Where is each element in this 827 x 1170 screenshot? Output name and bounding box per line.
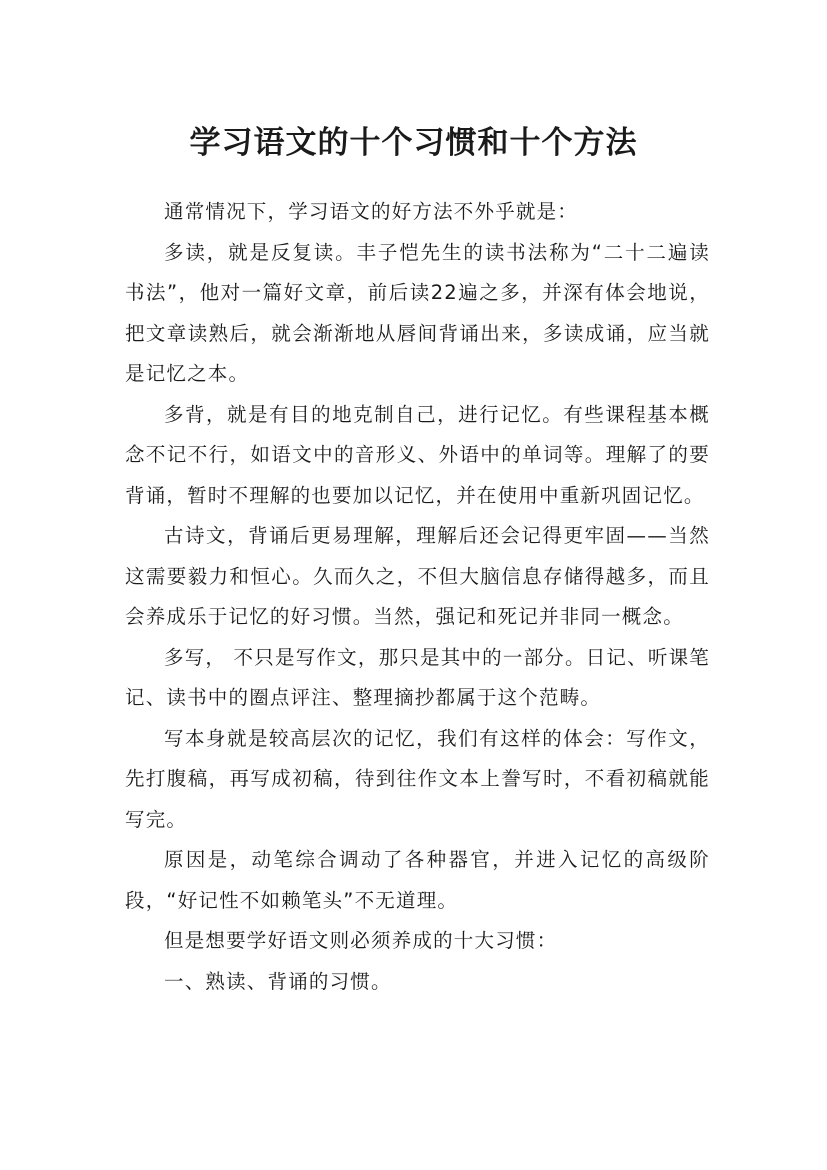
document-body <box>125 192 710 1002</box>
paragraph: 写本身就是较高层次的记忆，我们有这样的体会：写作文，先打腹稿，再写成初稿，待到往作文本上誊写时，不看初稿就能写完。 <box>125 726 710 831</box>
paragraph: 原因是，动笔综合调动了各种器官，并进入记忆的高级阶段，“好记性不如赖笔头”不无道理。 <box>125 848 710 912</box>
paragraph: 通常情况下，学习语文的好方法不外乎就是： <box>164 200 579 223</box>
paragraph: 多写， 不只是写作文，那只是其中的一部分。日记、听课笔记、读书中的圈点评注、整理摘抄都属于这个范畴。 <box>125 645 710 709</box>
document-title: 学习语文的十个习惯和十个方法 <box>189 124 638 161</box>
paragraph: 古诗文，背诵后更易理解，理解后还会记得更牢固——当然这需要毅力和恒心。久而久之，不但大脑信息存储得越多，而且会养成乐于记忆的好习惯。当然，强记和死记并非同一概念。 <box>125 524 710 628</box>
paragraph: 多读，就是反复读。丰子恺先生的读书法称为“二十二遍读书法”，他对一篇好文章，前后读22遍之多，并深有体会地说，把文章读熟后，就会渐渐地从唇间背诵出来，多读成诵，应当就是记忆之本。 <box>125 240 710 385</box>
paragraph: 多背，就是有目的地克制自己，进行记忆。有些课程基本概念不记不行，如语文中的音形义、外语中的单词等。理解了的要背诵，暂时不理解的也要加以记忆，并在使用中重新巩固记忆。 <box>125 402 710 507</box>
paragraph: 但是想要学好语文则必须养成的十大习惯： <box>164 929 558 952</box>
paragraph: 一、熟读、背诵的习惯。 <box>164 969 392 993</box>
